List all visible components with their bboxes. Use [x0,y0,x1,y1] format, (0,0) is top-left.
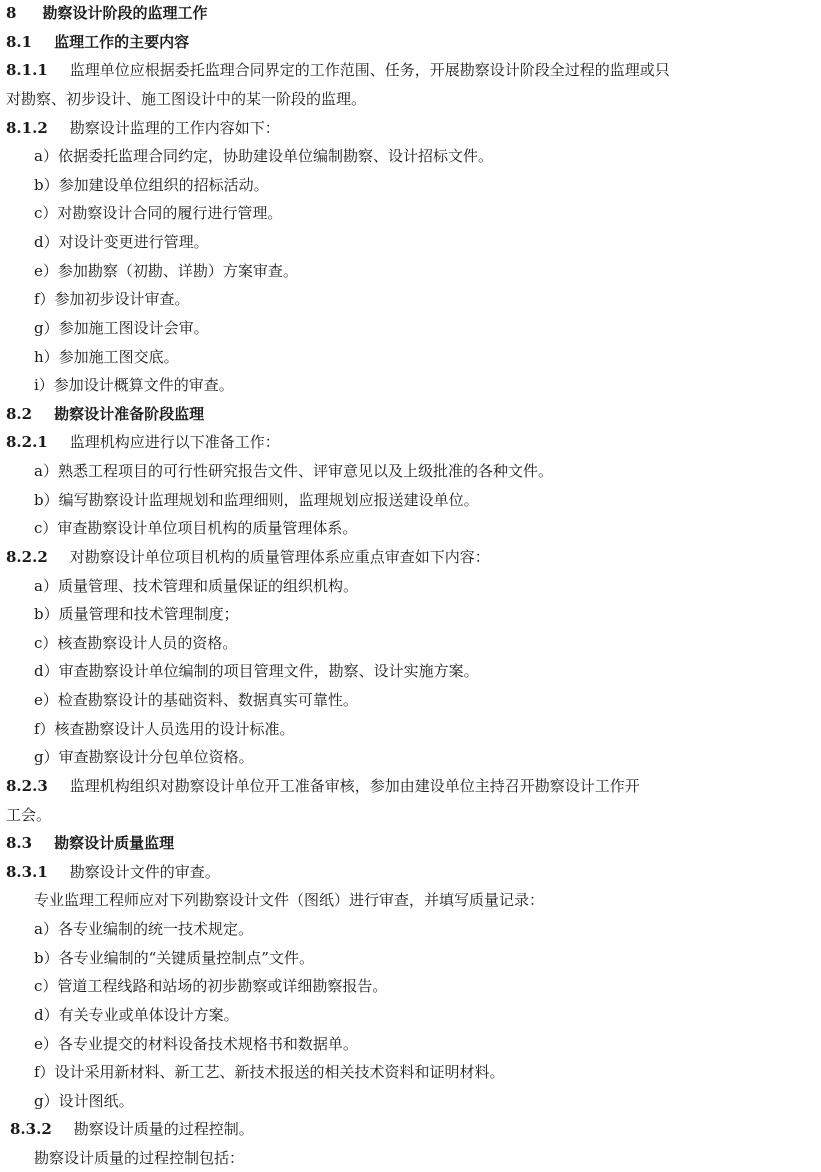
list-item: f）核查勘察设计人员选用的设计标准。 [34,720,295,738]
chapter-title: 勘察设计阶段的监理工作 [42,4,208,22]
clause-number: 8.1.2 [6,119,48,137]
section-number: 8.3 [6,834,33,852]
clause-number: 8.3.2 [10,1120,52,1138]
list-item: e）检查勘察设计的基础资料、数据真实可靠性。 [34,691,358,709]
list-item: e）参加勘察（初勘、详勘）方案审查。 [34,262,298,280]
list-item: b）各专业编制的“关键质量控制点”文件。 [34,949,314,967]
clause-text: 勘察设计文件的审查。 [69,863,220,881]
clause-text: 勘察设计质量的过程控制。 [73,1120,254,1138]
list-item: c）核查勘察设计人员的资格。 [34,634,238,652]
clause-text: 监理单位应根据委托监理合同界定的工作范围、任务，开展勘察设计阶段全过程的监理或只 [69,61,670,79]
section-title: 监理工作的主要内容 [54,33,190,51]
clause-8-1-2 [6,118,813,138]
list-item: g）参加施工图设计会审。 [34,319,209,337]
section-heading-8-3 [6,833,813,853]
list-item: b）质量管理和技术管理制度； [34,605,239,623]
list-item: i）参加设计概算文件的审查。 [34,376,234,394]
section-number: 8.2 [6,405,33,423]
clause-text-continued: 对勘察、初步设计、施工图设计中的某一阶段的监理。 [6,90,367,108]
clause-text: 监理机构组织对勘察设计单位开工准备审核，参加由建设单位主持召开勘察设计工作开 [69,777,640,795]
section-title: 勘察设计质量监理 [54,834,175,852]
list-item: d）有关专业或单体设计方案。 [34,1006,239,1024]
list-item: e）各专业提交的材料设备技术规格书和数据单。 [34,1035,358,1053]
clause-8-2-3 [6,776,813,796]
clause-8-2-1 [6,432,813,452]
list-item: d）对设计变更进行管理。 [34,233,209,251]
clause-8-1-1 [6,60,813,80]
section-heading-8-2 [6,404,813,424]
clause-intro: 专业监理工程师应对下列勘察设计文件（图纸）进行审查，并填写质量记录： [34,891,545,909]
list-item: d）审查勘察设计单位编制的项目管理文件，勘察、设计实施方案。 [34,662,479,680]
list-item: a）各专业编制的统一技术规定。 [34,920,253,938]
list-item: f）参加初步设计审查。 [34,290,190,308]
chapter-number: 8 [6,4,17,22]
section-title: 勘察设计准备阶段监理 [54,405,205,423]
list-item: b）参加建设单位组织的招标活动。 [34,176,269,194]
list-item: h）参加施工图交底。 [34,348,179,366]
clause-8-1-1-cont [6,89,813,109]
clause-intro: 勘察设计质量的过程控制包括： [34,1149,245,1167]
list-item: a）质量管理、技术管理和质量保证的组织机构。 [34,577,358,595]
list-item: g）设计图纸。 [34,1092,134,1110]
list-item: a）熟悉工程项目的可行性研究报告文件、评审意见以及上级批准的各种文件。 [34,462,553,480]
list-item: f）设计采用新材料、新工艺、新技术报送的相关技术资料和证明材料。 [34,1063,505,1081]
clause-number: 8.2.1 [6,433,48,451]
list-item: c）审查勘察设计单位项目机构的质量管理体系。 [34,519,358,537]
clause-number: 8.2.2 [6,548,48,566]
chapter-heading [6,3,813,23]
section-number: 8.1 [6,33,33,51]
section-heading-8-1 [6,32,813,52]
list-item: b）编写勘察设计监理规划和监理细则，监理规划应报送建设单位。 [34,491,479,509]
list-item: c）对勘察设计合同的履行进行管理。 [34,204,283,222]
clause-text-continued: 工会。 [6,806,52,824]
clause-text: 勘察设计监理的工作内容如下： [69,119,280,137]
clause-number: 8.2.3 [6,777,48,795]
clause-8-2-3-cont [6,805,813,825]
clause-8-2-2 [6,547,813,567]
list-item: g）审查勘察设计分包单位资格。 [34,748,254,766]
list-item: a）依据委托监理合同约定，协助建设单位编制勘察、设计招标文件。 [34,147,493,165]
clause-8-3-1 [6,862,813,882]
clause-number: 8.1.1 [6,61,48,79]
clause-8-3-2 [10,1119,813,1139]
clause-text: 监理机构应进行以下准备工作： [69,433,280,451]
clause-text: 对勘察设计单位项目机构的质量管理体系应重点审查如下内容： [69,548,490,566]
clause-number: 8.3.1 [6,863,48,881]
list-item: c）管道工程线路和站场的初步勘察或详细勘察报告。 [34,977,388,995]
